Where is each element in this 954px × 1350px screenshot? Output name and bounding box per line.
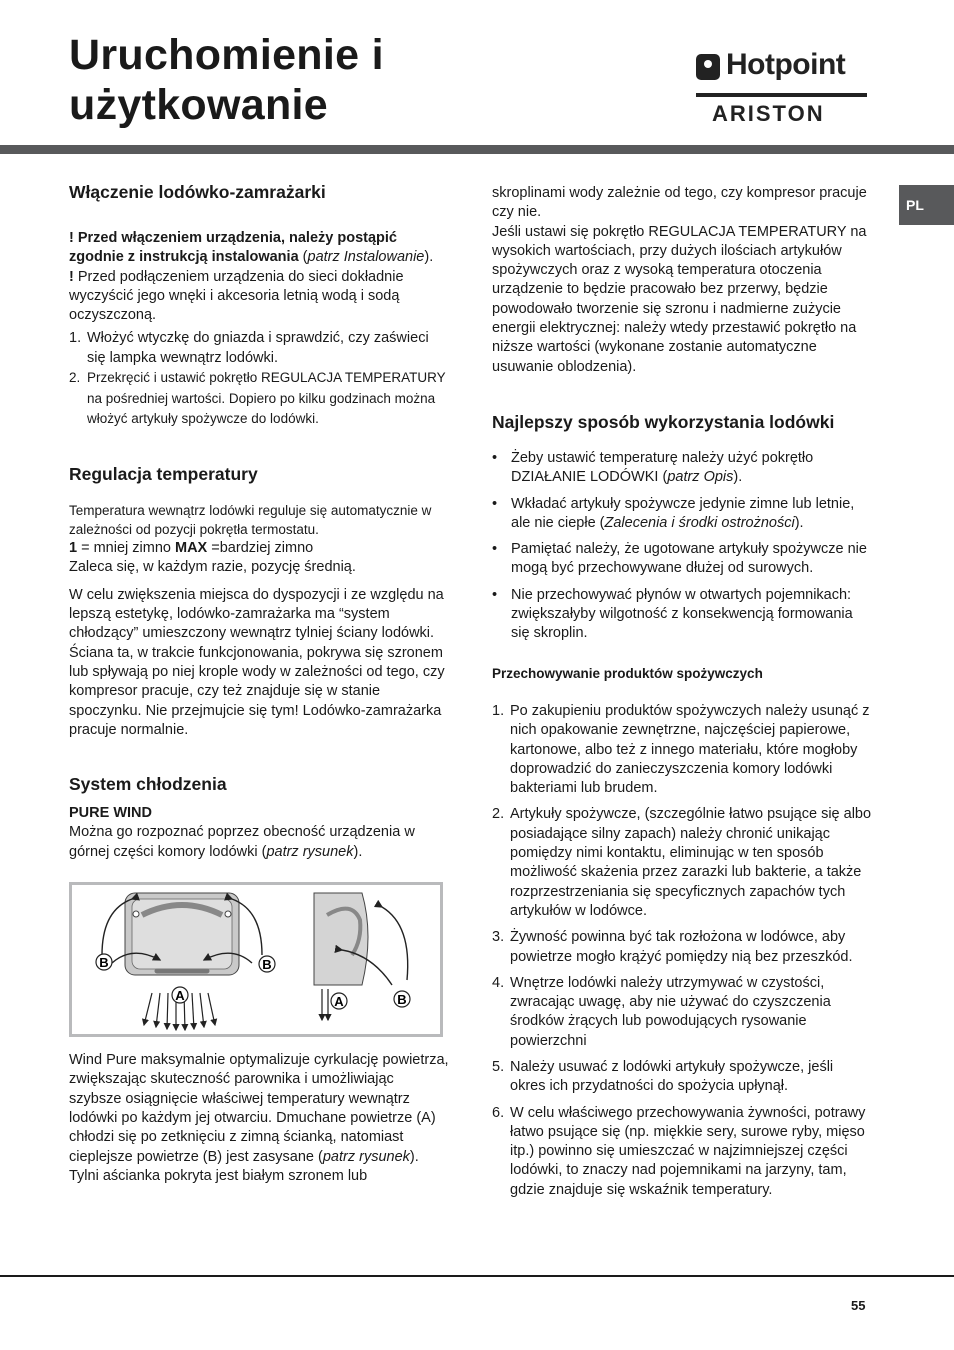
- section-title-temperature: Regulacja temperatury: [69, 463, 258, 484]
- label-a-front: [172, 987, 188, 1003]
- svg-text:A: A: [334, 994, 344, 1010]
- svg-text:A: A: [175, 988, 185, 1004]
- svg-text:B: B: [397, 992, 407, 1008]
- pure-wind-figure: [69, 882, 443, 1037]
- pure-wind-intro: Można go rozpoznać poprzez obecność urządzenia w górnej części komory lodówki (patrz rysunek).: [69, 824, 415, 860]
- warning-install: ! Przed włączeniem urządzenia, należy postąpić zgodnie z instrukcją instalowania (patrz Instalowanie).: [69, 230, 434, 266]
- page-number: 55: [851, 1298, 866, 1313]
- hotpoint-ariston-logo: [694, 48, 870, 128]
- storage-list: [492, 702, 872, 1200]
- temperature-recommendation: Zaleca się, w każdym razie, pozycję średnią.: [69, 559, 356, 576]
- list-item: • Pamiętać należy, że ugotowane artykuły spożywcze nie mogą być przechowywane dłużej od surowych.: [492, 541, 867, 577]
- storage-subtitle: Przechowywanie produktów spożywczych: [492, 665, 763, 681]
- list-item: 1. Włożyć wtyczkę do gniazda i sprawdzić, czy zaświeci się lampka wewnątrz lodówki.: [69, 330, 429, 366]
- list-item: 1. Po zakupieniu produktów spożywczych należy usunąć z nich opakowanie zewnętrzne, najczęściej papierowe, kartonowe, albo też z innego materiału, które mogłoby doprowadzić do zanieczyszczenia komory lodówki bakteriami lub brudem.: [492, 702, 870, 797]
- list-item: • Nie przechowywać płynów w otwartych pojemnikach: zwiększałyby wilgotność z konsekwencją formowania się skroplin.: [492, 586, 853, 642]
- cooling-wall-paragraph: W celu zwiększenia miejsca do dyspozycji i ze względu na lepszą estetykę, lodówko-zamrażarka ma “system chłodzący” umieszczony wewnątrz tylniej ściany lodówki. Ściana ta, w trakcie funkcjonowania, pokrywa się szronem lub spływają po niej krople wody w zależności od tego, czy kompresor pracuje, czy też znajduje się w stanie spoczynku. Nie przejmujcie się tym! Lodówko-zamrażarka pracuje normalnie.: [69, 586, 445, 738]
- hotpoint-logo-icon: [696, 54, 720, 80]
- label-b-left: [96, 954, 112, 970]
- logo-divider: [696, 93, 867, 97]
- temperature-scale: 1 = mniej zimno MAX =bardziej zimno: [69, 540, 314, 557]
- right-column: [492, 178, 872, 1200]
- brand-sub: ARISTON: [712, 101, 825, 126]
- pure-wind-description: Wind Pure maksymalnie optymalizuje cyrkulację powietrza, zwiększając skuteczność parownika i umożliwiając szybsze osiągnięcie właściwej temperatury wewnątrz lodówki po każdym jej otwarciu. Dmuchane powietrze (A) chłodzi się po zetknięciu z zimną ścianką, natomiast cieplejsze powietrze (B) jest zasysane (patrz rysunek).: [69, 1052, 449, 1165]
- warning-icon: !: [69, 230, 74, 246]
- label-a-side: [331, 993, 347, 1009]
- section-title-cooling: System chłodzenia: [69, 774, 227, 795]
- section-title-best-use: Najlepszy sposób wykorzystania lodówki: [492, 411, 835, 432]
- warning-clean: ! Przed podłączeniem urządzenia do sieci dokładnie wyczyścić jego wnęki i akcesoria letnią wodą i sodą oczyszczoną.: [69, 268, 404, 324]
- language-tab: PL: [899, 185, 954, 225]
- frost-paragraph-end: skroplinami wody zależnie od tego, czy kompresor pracuje czy nie.: [492, 185, 867, 221]
- label-b-side: [394, 991, 410, 1007]
- list-item: 5. Należy usuwać z lodówki artykuły spożywcze, jeśli okres ich przydatności do spożycia upłynął.: [492, 1058, 834, 1095]
- high-setting-paragraph: Jeśli ustawi się pokrętło REGULACJA TEMPERATURY na wysokich wartościach, przy dużych ilościach artykułów spożywczych oraz z wysoką temperatura otoczenia urządzenie to będzie pracowało bez przerwy, będzie powodowało tworzenie się szronu i nadmierne zużycie energii elektrycznej: należy wtedy przestawić pokrętło na niższe wartości (wykonane zostanie automatyczne usuwanie oblodzenia).: [492, 223, 867, 375]
- list-item: • Żeby ustawić temperaturę należy użyć pokrętło DZIAŁANIE LODÓWKI (patrz Opis).: [492, 449, 814, 486]
- page-title-line1: Uruchomienie i: [69, 31, 384, 79]
- label-b-right: [259, 956, 275, 972]
- header-rule: [0, 145, 954, 154]
- section-title-startup: Włączenie lodówko-zamrażarki: [69, 182, 326, 202]
- list-item: 4. Wnętrze lodówki należy utrzymywać w czystości, zwracając uwagę, aby nie używać do czyszczenia środków żrących lub powodujących rysowanie powierzchni: [492, 974, 831, 1049]
- list-item: 2. Artykuły spożywcze, (szczególnie łatwo psujące się albo posiadające silny zapach) należy chronić unikając pomiędzy nimi kontaktu, eliminując w ten sposób możliwość skażenia przez zarazki lub bakterie, a także rozprzestrzeniania się specyficznych zapachów tych artykułów w lodówce.: [492, 806, 872, 919]
- pure-wind-label: PURE WIND: [69, 805, 152, 822]
- footer-rule: [0, 1275, 954, 1277]
- left-column: [69, 178, 449, 1186]
- list-item: 3. Żywność powinna być tak rozłożona w lodówce, aby powietrze mogło krążyć pomiędzy nią bez przeszkód.: [492, 929, 853, 965]
- frost-paragraph-start: Tylni aścianka pokryta jest białym szronem lub: [69, 1167, 368, 1184]
- page-title-line2: użytkowanie: [69, 81, 328, 129]
- list-item: • Wkładać artykuły spożywcze jedynie zimne lub letnie, ale nie ciepłe (Zalecenia i środki ostrożności).: [492, 495, 855, 531]
- svg-text:B: B: [99, 955, 109, 971]
- startup-steps: [69, 329, 449, 429]
- airflow-diagram: [72, 885, 440, 1034]
- brand-name: Hotpoint: [726, 48, 846, 81]
- list-item: 6. W celu właściwego przechowywania żywności, potrawy łatwo psujące się (np. miękkie sery, surowe ryby, mięso itp.) powinno się umieszczać w najzimniejszej części lodówki, to znaczy nad pojemnikami na jarzyny, tam, gdzie znajduje się wskaźnik temperatury.: [492, 1104, 866, 1198]
- best-use-list: [492, 449, 872, 644]
- page-title: [69, 30, 384, 130]
- temperature-intro: Temperatura wewnątrz lodówki reguluje się automatycznie w zależności od pozycji pokrętła termostatu.: [69, 502, 432, 537]
- warning-icon: !: [69, 268, 74, 285]
- list-item: 2. Przekręcić i ustawić pokrętło REGULACJA TEMPERATURY na pośredniej wartości. Dopiero po kilku godzinach można włożyć artykuły spożywcze do lodówki.: [69, 370, 446, 427]
- svg-text:B: B: [262, 957, 272, 973]
